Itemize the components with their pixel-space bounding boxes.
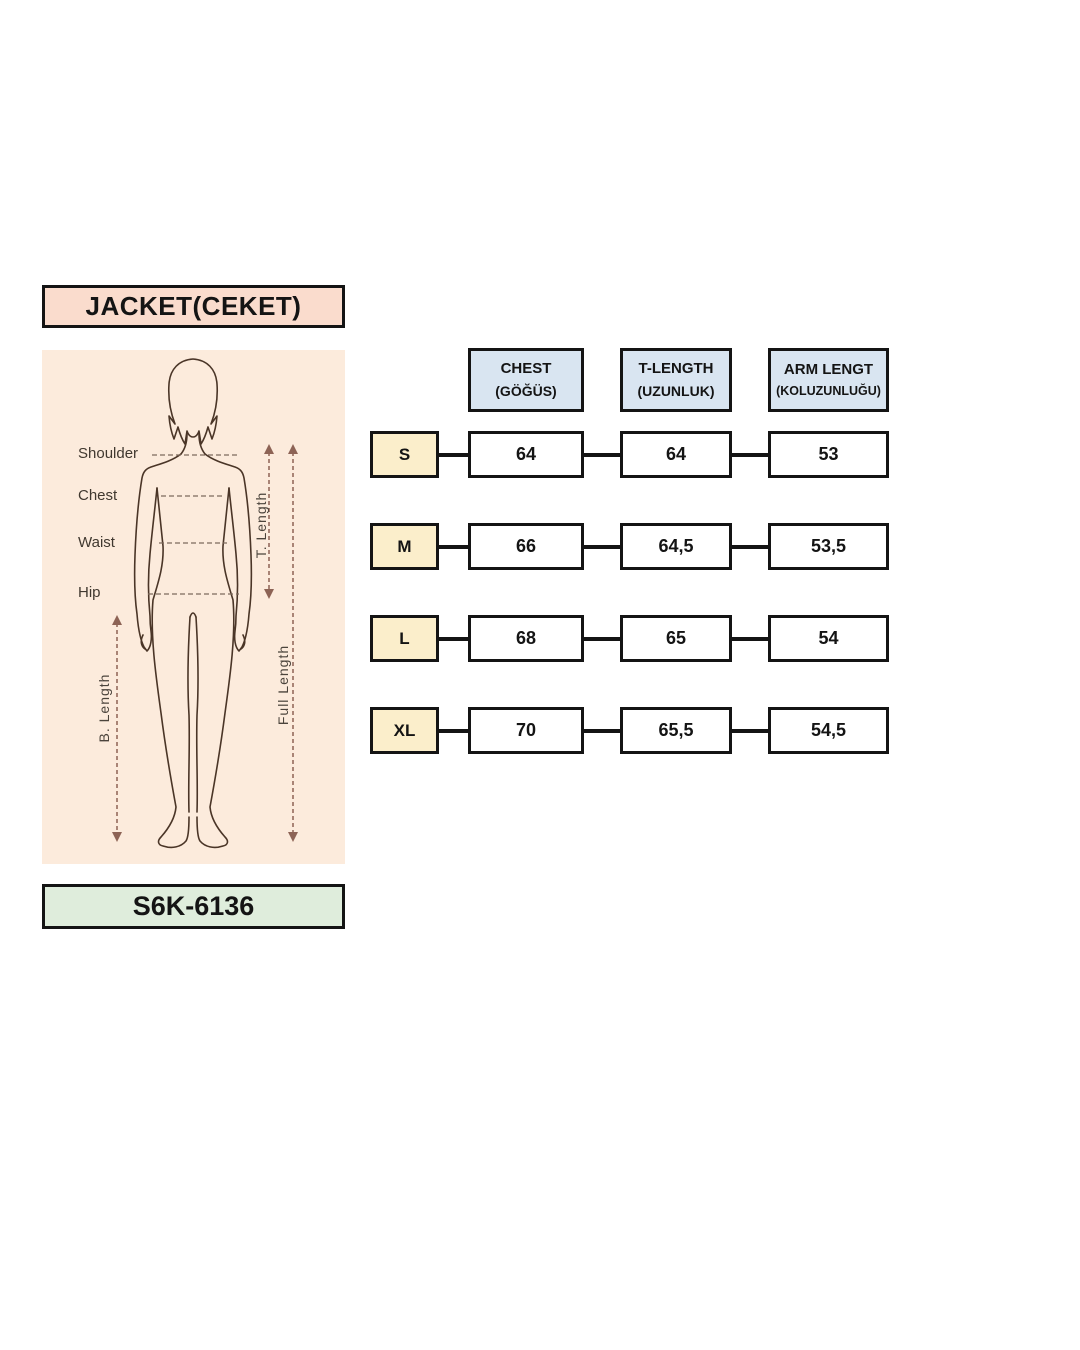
connector-line xyxy=(584,729,620,733)
col-header-sub: (KOLUZUNLUĞU) xyxy=(776,383,881,398)
product-code: S6K-6136 xyxy=(132,891,255,921)
value-cell-arm: 54,5 xyxy=(768,707,889,754)
value-cell-arm: 53 xyxy=(768,431,889,478)
value-cell-t-length: 65,5 xyxy=(620,707,732,754)
body-outline xyxy=(135,359,252,847)
label-b-length: B. Length xyxy=(96,673,112,743)
value-cell-chest: 64 xyxy=(468,431,584,478)
body-figure-illustration xyxy=(42,350,345,864)
value-cell-chest: 70 xyxy=(468,707,584,754)
col-header-label: CHEST xyxy=(500,360,552,378)
connector-line xyxy=(439,545,468,549)
value-cell-chest: 68 xyxy=(468,615,584,662)
connector-line xyxy=(732,637,768,641)
measurement-arrows xyxy=(112,444,298,842)
connector-line xyxy=(732,729,768,733)
product-code-box xyxy=(42,884,345,929)
product-title: JACKET(CEKET) xyxy=(85,291,302,321)
col-header-label: ARM LENGT xyxy=(783,361,874,379)
connector-line xyxy=(584,545,620,549)
product-title-box xyxy=(42,285,345,328)
connector-line xyxy=(732,545,768,549)
connector-line xyxy=(584,453,620,457)
col-header-arm-length xyxy=(768,348,889,412)
value-cell-chest: 66 xyxy=(468,523,584,570)
value-cell-arm: 54 xyxy=(768,615,889,662)
label-hip: Hip xyxy=(78,584,101,601)
connector-line xyxy=(439,453,468,457)
connector-line xyxy=(439,729,468,733)
col-header-t-length xyxy=(620,348,732,412)
size-cell: M xyxy=(370,523,439,570)
value-cell-arm: 53,5 xyxy=(768,523,889,570)
col-header-chest xyxy=(468,348,584,412)
label-chest: Chest xyxy=(78,487,118,504)
value-cell-t-length: 64 xyxy=(620,431,732,478)
size-cell: L xyxy=(370,615,439,662)
size-cell: XL xyxy=(370,707,439,754)
connector-line xyxy=(439,637,468,641)
col-header-sub: (GÖĞÜS) xyxy=(495,382,557,399)
col-header-sub: (UZUNLUK) xyxy=(637,382,715,399)
label-t-length: T. Length xyxy=(253,491,269,559)
label-waist: Waist xyxy=(78,534,115,551)
value-cell-t-length: 65 xyxy=(620,615,732,662)
connector-line xyxy=(732,453,768,457)
value-cell-t-length: 64,5 xyxy=(620,523,732,570)
connector-line xyxy=(584,637,620,641)
label-full-length: Full Length xyxy=(275,644,291,726)
size-cell: S xyxy=(370,431,439,478)
label-shoulder: Shoulder xyxy=(78,445,139,462)
body-measurement-diagram xyxy=(42,350,345,864)
col-header-label: T-LENGTH xyxy=(638,360,714,378)
